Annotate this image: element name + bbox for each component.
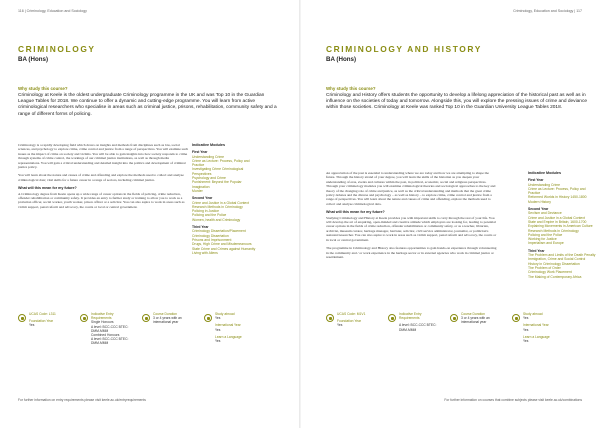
module-item: Drugs, High Crime and Misdemeanours xyxy=(192,242,252,247)
globe-icon xyxy=(512,314,520,322)
why-study-heading: Why study this course? xyxy=(18,86,68,91)
info-label: UCAS Code: L311 xyxy=(29,312,56,316)
future-paragraph: Studying Criminology and History at Keele provides you with important skills to carry through the rest of your life. You will develop the art of enquiring, open-minded and creative attitude which employers are looking for, leading to potential career options in the fields of crime reduction, offender rehabilitation or community safety, or as a teacher, librarian, archivist, museum curator, heritage manager, barrister, solicitor, civil service administrator, journalist, or politician's assistant/researcher. You can also aspire to work in areas such as victim support, penal reform and advocacy, the courts or in local or central government. xyxy=(326,215,497,242)
info-label: Course Duration xyxy=(153,312,178,316)
module-item: Punishment: Beyond the Popular Imagination xyxy=(192,180,242,189)
modules-heading: Indicative Modules xyxy=(192,143,225,147)
future-heading: What will this mean for my future? xyxy=(326,210,385,215)
info-value: 3 or 4 years with an international year xyxy=(153,316,182,325)
year-heading: Third Year xyxy=(192,225,209,230)
info-label: Indicative Entry Requirements xyxy=(399,312,422,321)
course-info-band xyxy=(18,312,282,372)
info-value: Yes xyxy=(337,323,343,328)
why-study-text: Criminology at Keele is the oldest undergraduate Criminology programme in the UK and was Top 10 in the Guardian League Tables for 2018. We continue to offer a dynamic and cutting-edge programme. You will learn from active criminological researchers who specialise in areas such as criminal justice, prisons, rehabilitation, community safety and a range of different forms of policing. xyxy=(18,93,277,117)
info-label: Study abroad xyxy=(523,312,543,316)
module-item: Crime as Lecture: Process, Policy and Practice xyxy=(528,186,586,196)
course-description xyxy=(326,171,498,263)
info-value: A level: BCC-CCC BTEC: DMM-MMM xyxy=(399,323,437,332)
info-label: Course Duration xyxy=(461,312,486,316)
info-value: 3 or 4 years with an international year xyxy=(461,316,490,325)
info-value: Yes xyxy=(523,339,529,344)
info-sub-label: Learn a Language xyxy=(523,334,550,339)
module-item: Understanding Crime xyxy=(192,154,225,159)
info-label: Indicative Entry Requirements xyxy=(91,312,114,321)
info-sub-label: Foundation Year xyxy=(337,319,362,324)
body-paragraph: An appreciation of the past is essential to understanding where we are today and how we are attempting to shape the future. Through the history strand of your degree, you will learn the skills of the historian as you deepen your understanding of eras, events and cultures within the past, in political, economic, social and religious perspectives. Through your criminology modules you will examine criminological theories and sociological approaches to the key and theory of the changing role of crime and justice, as well as the critical understanding and methods that the great crime policy debates and the diverse and psychology – as well as history – to explore crime, crime control and justice from a range of perspectives. You will learn about the nature and causes of crime and offending, explore the methods used to collect and analyse criminological data. xyxy=(326,171,496,206)
course-title: CRIMINOLOGY AND HISTORY xyxy=(326,44,482,54)
module-item: Understanding Crime xyxy=(528,182,561,187)
running-header: Criminology, Education and Sociology | 117 xyxy=(513,9,582,13)
footer-note: For further information on entry requirements please visit keele.ac.uk/entryrequirements xyxy=(18,398,146,402)
info-value: Yes xyxy=(29,323,35,328)
module-item: Immigration, Crime and Social Control xyxy=(528,257,586,262)
running-header: 116 | Criminology, Education and Sociology xyxy=(18,9,87,13)
clock-icon xyxy=(142,314,150,322)
module-item: Research Methods in Criminology xyxy=(528,228,579,233)
year-heading: Second Year xyxy=(192,196,213,201)
future-heading: What will this mean for my future? xyxy=(18,186,77,191)
course-info-band xyxy=(326,312,590,372)
module-item: Reformed Worlds in History 1450-1800 xyxy=(528,195,587,200)
info-value: Yes xyxy=(215,339,221,344)
module-item: State Crime and Crimes against Humanity xyxy=(192,246,256,251)
module-item: Policing and the Police xyxy=(528,232,563,237)
info-value: A level: BCC-CCC BTEC: DMM-MMM xyxy=(91,337,129,346)
requirements-icon xyxy=(388,314,396,322)
info-sub-label: International Year xyxy=(523,323,549,328)
module-item: Crime as Lecture: Process, Policy and Practice xyxy=(192,158,250,168)
module-item: Crime and Justice in a Global Context xyxy=(192,200,249,205)
ucas-icon xyxy=(326,314,334,322)
year-heading: First Year xyxy=(192,150,208,155)
info-value: A level: BCC-CCC BTEC: DMM-MMM xyxy=(91,324,129,333)
future-paragraph: A Criminology degree from Keele opens up a wide range of career options in the fields of policing, crime reduction, offender rehabilitation or community safety. It provides an entry to further study or training to allow you to work as a probation officer, social worker, youth worker, prison officer or a solicitor. You can also aspire to work in areas such as victim support, penal reform and advocacy, the courts or local or central government. xyxy=(18,191,185,209)
body-paragraph: Criminology is a rapidly developing field which draws on insights and methods from disciplines such as law, social sciences, and psychology to explore crime, crime control and justice from a range of perspectives. You will examine such issues as the impact of crime on society and victims. You will be able to gain insights into how society responds to crime through systems of crime control, the workings of our criminal justice institutions, as well as through media representations. You will gain a critical understanding and detailed insight into the politics and development of criminal justice policy. xyxy=(18,143,189,170)
modules-heading: Indicative Modules xyxy=(528,171,561,175)
module-item: State and Empire in Britain, 1600-1700 xyxy=(528,219,587,224)
module-item: History in Criminology Dissertation xyxy=(528,261,580,266)
why-study-heading: Why study this course? xyxy=(326,86,376,91)
globe-icon xyxy=(204,314,212,322)
body-paragraph: You will learn about the nature and causes of crime and offending and explore the methods used to collect and analyse criminological data; vital skills for a future career in a range of sectors, including criminal justice. xyxy=(18,173,184,182)
info-sub-label: International Year xyxy=(215,323,241,328)
why-study-text: Criminology and History offers students the opportunity to develop a lifelong appreciation of the historical past as well as in influence on the societies of today and tomorrow. Alongside this, you will explore the pressing issues of crime and deviance within those societies. Criminology at Keele was ranked Top 10 in the Guardian University League Tables 2018. xyxy=(326,93,588,111)
module-item: Living with Aliens xyxy=(192,250,218,255)
info-sub-label: Single Honours xyxy=(91,320,114,325)
course-award: BA (Hons) xyxy=(18,56,49,63)
course-title: CRIMINOLOGY xyxy=(18,44,96,54)
year-heading: Third Year xyxy=(528,248,545,253)
ucas-icon xyxy=(18,314,26,322)
module-item: Criminology Dissertation xyxy=(192,233,229,238)
info-label: Study abroad xyxy=(215,312,235,316)
info-value: Yes xyxy=(215,327,221,332)
module-item: Explaining Movements in American Culture xyxy=(528,224,593,229)
requirements-icon xyxy=(80,314,88,322)
module-item: Imperialism and Europe xyxy=(528,241,564,246)
clock-icon xyxy=(450,314,458,322)
modules-list xyxy=(528,171,596,279)
course-award: BA (Hons) xyxy=(326,56,357,63)
modules-list xyxy=(192,143,260,255)
module-item: The Problem of Order xyxy=(528,265,561,270)
module-item: Policing and the Police xyxy=(192,213,227,218)
module-item: Sex/ism and Deviance xyxy=(528,211,562,216)
info-value: Yes xyxy=(215,316,221,321)
info-sub-label: Learn a Language xyxy=(215,334,242,339)
info-label: UCAS Code: M1V1 xyxy=(337,312,366,316)
module-item: Policing in Justice xyxy=(192,209,219,214)
module-item: Investigating Crime Criminological Perspectives xyxy=(192,167,244,176)
module-item: Working for Justice xyxy=(528,237,557,242)
info-value: Yes xyxy=(523,316,529,321)
module-item: Modern History xyxy=(528,199,551,204)
footer-note: For further information on courses that combine subjects please visit keele.ac.uk/combinations xyxy=(444,398,582,402)
right-page xyxy=(300,0,600,428)
year-heading: Second Year xyxy=(528,207,549,212)
info-value: Yes xyxy=(523,327,529,332)
module-item: Women, health and Criminology xyxy=(192,217,241,222)
year-heading: First Year xyxy=(528,178,544,183)
module-item: Research Methods in Criminology xyxy=(192,204,243,209)
info-sub-label: Combined Honours xyxy=(91,333,120,338)
info-sub-label: Foundation Year xyxy=(29,319,54,324)
module-item: Murder xyxy=(192,188,203,193)
module-item: Psychology and Crime xyxy=(192,176,226,181)
body-paragraph: The programme in Criminology and History also features opportunities to gain hands-on experience through volunteering in the community and / or work experience in the heritage sector or in external agencies who work in criminal justice or resettlement. xyxy=(326,246,497,259)
course-description xyxy=(18,143,190,213)
module-item: The Problem and Limits of the Death Penalty xyxy=(528,253,596,258)
module-item: Criminology Work Placement xyxy=(528,270,572,275)
module-item: The Making of Contemporary Africa xyxy=(528,274,582,279)
module-item: Crime and Justice in a Global Context xyxy=(528,215,585,220)
module-item: Criminology Dissertation/Placement xyxy=(192,229,246,234)
module-item: Prisons and Imprisonment xyxy=(192,237,232,242)
